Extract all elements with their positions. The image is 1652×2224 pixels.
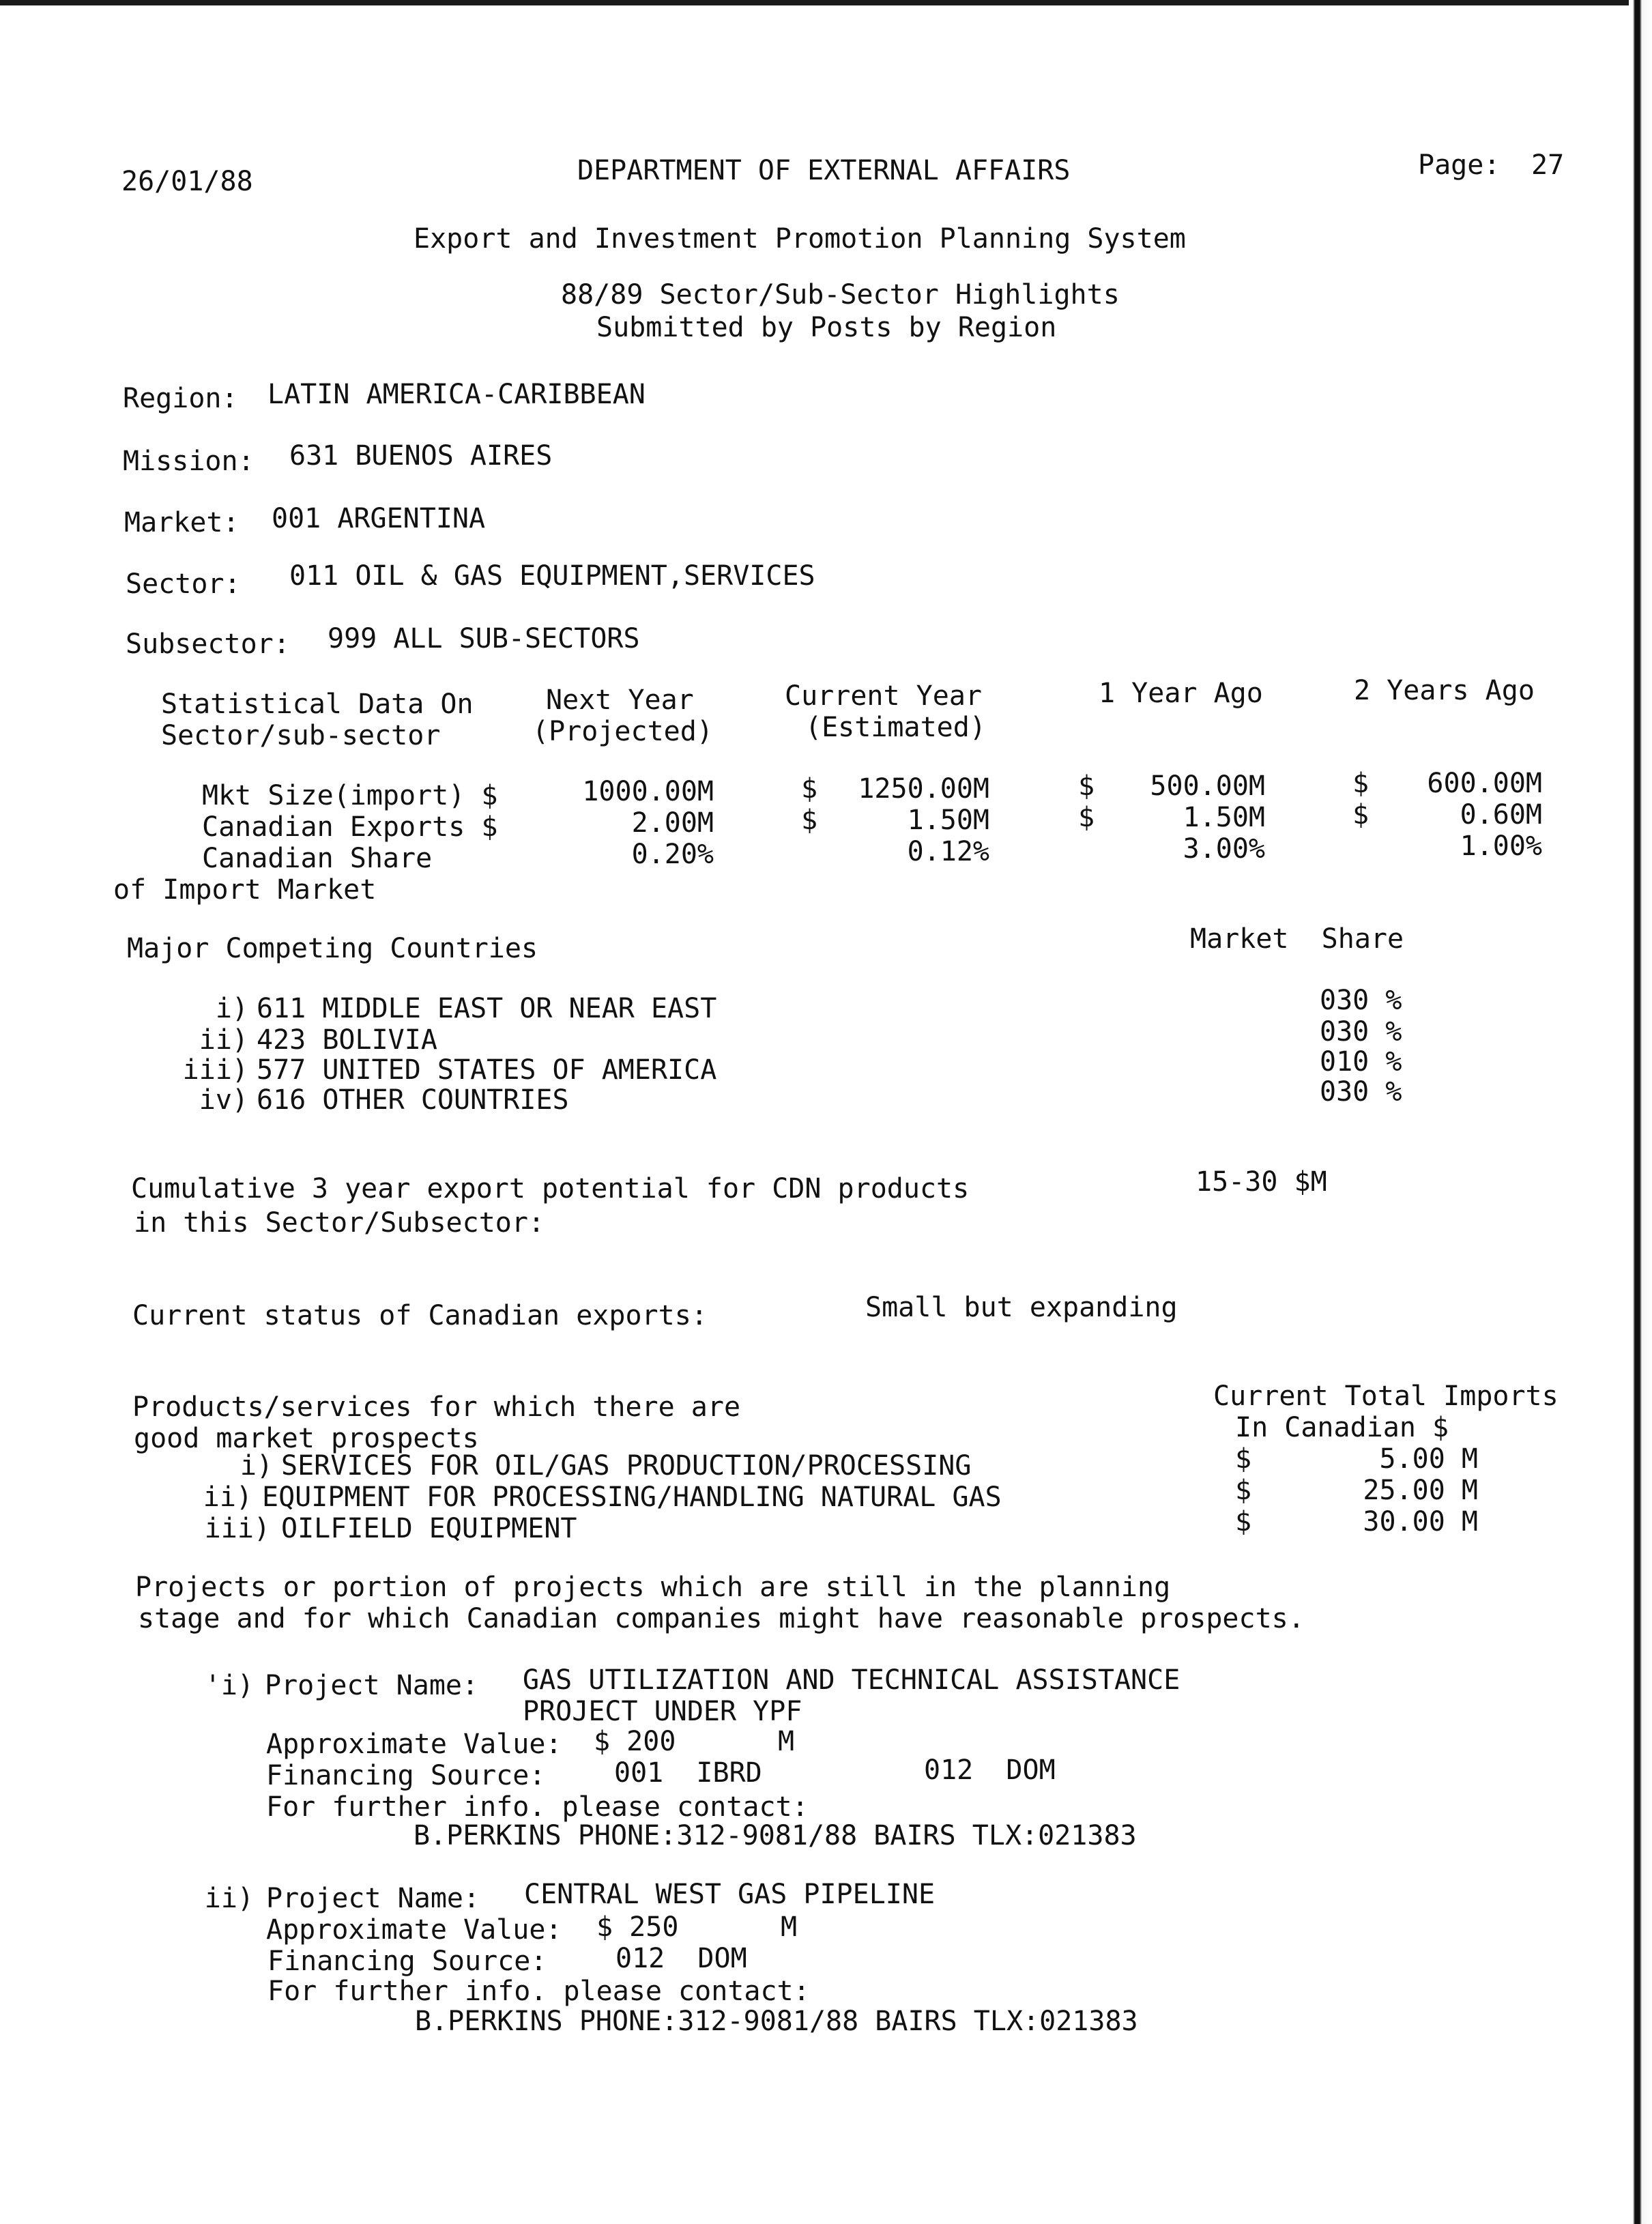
- list-number: 'i): [204, 1670, 254, 1701]
- stats-value: 1000.00M: [582, 776, 714, 807]
- stats-value: 500.00M: [1150, 770, 1265, 802]
- status-label: Current status of Canadian exports:: [132, 1300, 708, 1331]
- approx-value-unit: M: [781, 1911, 798, 1943]
- stats-row-label: of Import Market: [113, 874, 377, 906]
- list-number: iii): [182, 1054, 248, 1086]
- list-number: ii): [203, 1482, 252, 1513]
- list-number: i): [240, 1450, 273, 1482]
- page-label: Page:: [1418, 149, 1501, 181]
- competitor-share: 030 %: [1320, 1016, 1402, 1048]
- stats-value: 3.00%: [1183, 833, 1265, 865]
- stats-heading: Sector/sub-sector: [161, 720, 441, 751]
- mission-value: 631 BUENOS AIRES: [289, 440, 553, 472]
- report-subtitle: Submitted by Posts by Region: [596, 312, 1057, 343]
- stats-value: 0.12%: [907, 836, 989, 867]
- approx-value: $ 200: [594, 1726, 676, 1757]
- import-value: 5.00 M: [1379, 1443, 1478, 1475]
- export-potential-text: Cumulative 3 year export potential for CDN products: [131, 1173, 970, 1204]
- project-name: CENTRAL WEST GAS PIPELINE: [524, 1879, 936, 1910]
- import-value: 30.00 M: [1363, 1506, 1478, 1537]
- list-number: ii): [204, 1883, 254, 1914]
- currency-symbol: $: [1235, 1475, 1252, 1506]
- status-value: Small but expanding: [865, 1292, 1178, 1323]
- column-header: Current Year: [785, 680, 982, 712]
- list-number: iii): [204, 1513, 270, 1544]
- imports-heading: Current Total Imports: [1213, 1381, 1559, 1412]
- list-number: ii): [199, 1024, 248, 1056]
- financing-label: Financing Source:: [267, 1946, 547, 1977]
- approx-value-label: Approximate Value:: [266, 1729, 562, 1760]
- competitor-name: 616 OTHER COUNTRIES: [257, 1084, 569, 1116]
- column-header: (Projected): [532, 716, 713, 747]
- currency-symbol: $: [1078, 802, 1095, 833]
- page-top-edge: [0, 0, 1652, 5]
- competitor-name: 611 MIDDLE EAST OR NEAR EAST: [257, 993, 717, 1024]
- project-name-label: Project Name:: [265, 1670, 479, 1701]
- stats-row-label: Mkt Size(import) $: [202, 780, 498, 811]
- stats-value: 2.00M: [631, 807, 714, 839]
- page-right-edge: [1629, 0, 1652, 2224]
- competitor-name: 577 UNITED STATES OF AMERICA: [257, 1054, 717, 1086]
- competitor-share: 030 %: [1320, 985, 1402, 1016]
- column-header: Next Year: [546, 684, 694, 716]
- product-name: OILFIELD EQUIPMENT: [281, 1513, 577, 1544]
- stats-heading: Statistical Data On: [161, 689, 474, 720]
- approx-value-label: Approximate Value:: [266, 1914, 562, 1946]
- subsector-label: Subsector:: [126, 629, 290, 660]
- report-title: 88/89 Sector/Sub-Sector Highlights: [561, 279, 1120, 311]
- products-heading: Products/services for which there are: [132, 1391, 741, 1423]
- column-header: 2 Years Ago: [1354, 675, 1535, 706]
- list-number: iv): [199, 1084, 248, 1116]
- currency-symbol: $: [801, 773, 818, 805]
- stats-value: 1250.00M: [858, 773, 989, 805]
- competitor-share: 030 %: [1320, 1076, 1402, 1108]
- contact-label: For further info. please contact:: [266, 1791, 809, 1823]
- region-value: LATIN AMERICA-CARIBBEAN: [267, 379, 646, 410]
- subsector-value: 999 ALL SUB-SECTORS: [328, 623, 640, 654]
- product-name: EQUIPMENT FOR PROCESSING/HANDLING NATURAL GAS: [262, 1482, 1002, 1513]
- stats-value: 0.20%: [631, 839, 714, 870]
- stats-value: 1.50M: [1183, 802, 1265, 833]
- competitors-heading: Major Competing Countries: [127, 933, 538, 964]
- imports-heading: In Canadian $: [1235, 1412, 1449, 1443]
- project-name-label: Project Name:: [266, 1883, 480, 1914]
- mission-label: Mission:: [123, 446, 255, 477]
- export-potential-text: in this Sector/Subsector:: [134, 1207, 545, 1239]
- contact-info: B.PERKINS PHONE:312-9081/88 BAIRS TLX:021383: [414, 1820, 1137, 1851]
- financing-source: 001 IBRD: [614, 1757, 762, 1789]
- sector-value: 011 OIL & GAS EQUIPMENT,SERVICES: [289, 560, 815, 592]
- market-share-heading: Market Share: [1190, 923, 1404, 955]
- competitor-name: 423 BOLIVIA: [257, 1024, 437, 1056]
- project-name: PROJECT UNDER YPF: [523, 1696, 802, 1727]
- contact-info: B.PERKINS PHONE:312-9081/88 BAIRS TLX:021383: [415, 2006, 1138, 2037]
- stats-value: 1.00%: [1460, 831, 1542, 862]
- approx-value-unit: M: [778, 1726, 795, 1757]
- currency-symbol: $: [1235, 1443, 1252, 1475]
- import-value: 25.00 M: [1363, 1475, 1478, 1506]
- currency-symbol: $: [801, 805, 818, 836]
- stats-value: 600.00M: [1427, 768, 1542, 799]
- currency-symbol: $: [1078, 770, 1095, 802]
- financing-source: 012 DOM: [615, 1943, 747, 1974]
- stats-row-label: Canadian Exports $: [202, 811, 498, 843]
- region-label: Region:: [123, 383, 238, 414]
- projects-intro: Projects or portion of projects which are still in the planning: [135, 1572, 1171, 1603]
- contact-label: For further info. please contact:: [267, 1976, 810, 2007]
- sector-label: Sector:: [126, 568, 241, 600]
- system-title: Export and Investment Promotion Planning System: [414, 223, 1186, 255]
- financing-source: 012 DOM: [924, 1754, 1056, 1786]
- currency-symbol: $: [1352, 768, 1370, 799]
- currency-symbol: $: [1352, 799, 1370, 831]
- market-value: 001 ARGENTINA: [272, 503, 486, 534]
- approx-value: $ 250: [596, 1911, 679, 1943]
- stats-row-label: Canadian Share: [202, 843, 433, 874]
- currency-symbol: $: [1235, 1506, 1252, 1537]
- stats-value: 0.60M: [1460, 799, 1542, 831]
- financing-label: Financing Source:: [266, 1760, 546, 1791]
- products-heading: good market prospects: [134, 1423, 479, 1454]
- page-number: 27: [1531, 149, 1565, 181]
- list-number: i): [215, 993, 248, 1024]
- competitor-share: 010 %: [1320, 1046, 1402, 1078]
- export-potential-value: 15-30 $M: [1195, 1166, 1327, 1198]
- projects-intro: stage and for which Canadian companies might have reasonable prospects.: [138, 1603, 1305, 1634]
- department-title: DEPARTMENT OF EXTERNAL AFFAIRS: [577, 155, 1071, 186]
- report-date: 26/01/88: [121, 166, 253, 197]
- stats-value: 1.50M: [907, 805, 989, 836]
- column-header: (Estimated): [805, 712, 986, 743]
- project-name: GAS UTILIZATION AND TECHNICAL ASSISTANCE: [523, 1664, 1180, 1696]
- column-header: 1 Year Ago: [1099, 678, 1263, 709]
- market-label: Market:: [124, 507, 240, 538]
- product-name: SERVICES FOR OIL/GAS PRODUCTION/PROCESSING: [281, 1450, 972, 1482]
